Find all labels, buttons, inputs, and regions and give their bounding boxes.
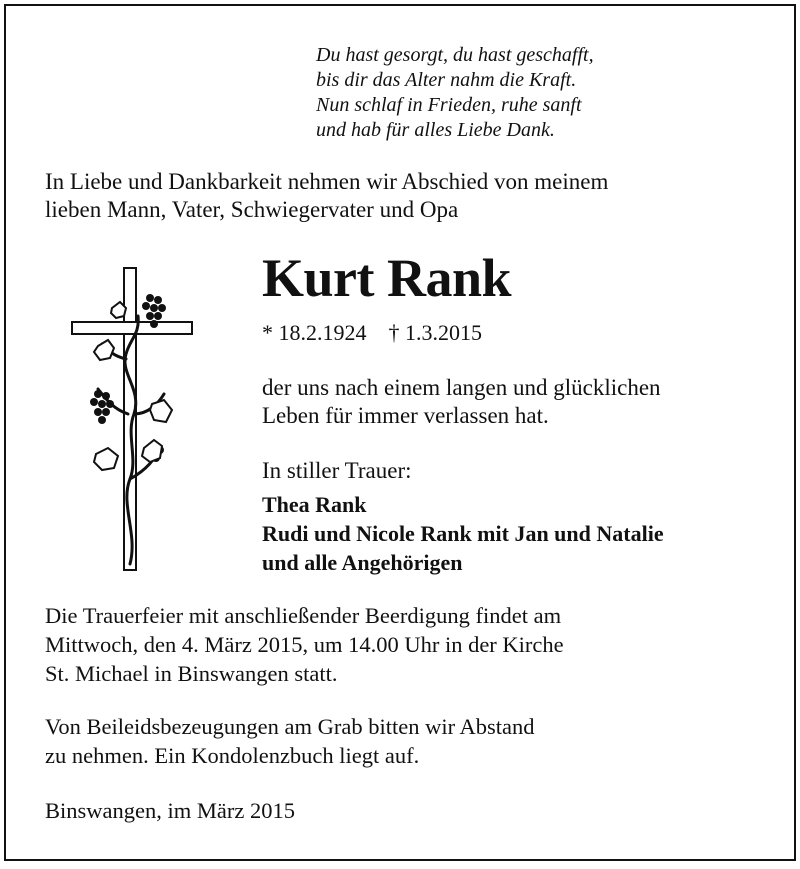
intro-text (45, 168, 608, 224)
funeral-line: Mittwoch, den 4. März 2015, um 14.00 Uhr in der Kirche (45, 632, 564, 657)
mourning-text (262, 374, 661, 430)
condolence-notice (45, 712, 535, 770)
mourner-name: und alle Angehörigen (262, 550, 463, 575)
death-date: † 1.3.2015 (388, 320, 482, 345)
poem-line: und hab für alles Liebe Dank. (316, 119, 555, 141)
mourner-name: Rudi und Nicole Rank mit Jan und Natalie (262, 521, 664, 546)
condolence-line: zu nehmen. Ein Kondolenzbuch liegt auf. (45, 743, 420, 768)
mourners-list (262, 490, 664, 577)
mourning-line: der uns nach einem langen und glücklichen (262, 375, 661, 400)
funeral-line: Die Trauerfeier mit anschließender Beerdigung findet am (45, 603, 562, 628)
mourner-name: Thea Rank (262, 492, 367, 517)
poem-line: Nun schlaf in Frieden, ruhe sanft (316, 94, 582, 116)
poem-line: bis dir das Alter nahm die Kraft. (316, 69, 577, 91)
funeral-line: St. Michael in Binswangen statt. (45, 661, 338, 686)
mourners-heading: In stiller Trauer: (262, 458, 412, 483)
deceased-name: Kurt Rank (262, 248, 512, 308)
intro-line: lieben Mann, Vater, Schwiegervater und Opa (45, 197, 459, 222)
mourning-line: Leben für immer verlassen hat. (262, 403, 549, 428)
poem-verse (316, 43, 594, 143)
cross-with-grapevine-icon (68, 264, 198, 574)
poem-line: Du hast gesorgt, du hast geschafft, (316, 44, 594, 66)
place-date: Binswangen, im März 2015 (45, 798, 295, 823)
intro-line: In Liebe und Dankbarkeit nehmen wir Abschied von meinem (45, 169, 609, 194)
condolence-line: Von Beileidsbezeugungen am Grab bitten wir Abstand (45, 714, 535, 739)
life-dates (262, 320, 482, 346)
birth-date: * 18.2.1924 (262, 320, 367, 345)
funeral-notice (45, 601, 564, 688)
